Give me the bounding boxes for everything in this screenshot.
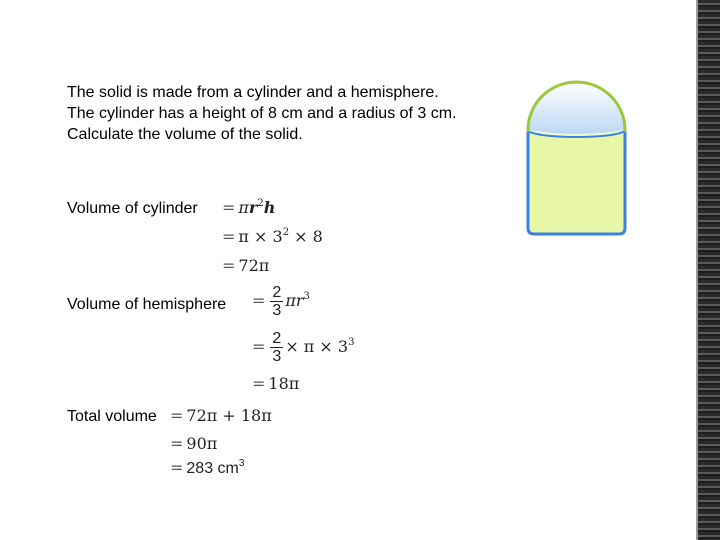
problem-statement	[67, 82, 457, 145]
cylinder-step2-tail: × 8	[289, 227, 323, 246]
problem-line-3: Calculate the volume of the solid.	[67, 126, 303, 143]
fraction-numerator-2: 2	[272, 330, 282, 347]
cylinder-result: = 72π	[222, 256, 270, 275]
total-step1: 72π + 18π	[186, 406, 272, 425]
hemisphere-fraction-2	[270, 330, 283, 365]
hemisphere-result: = 18π	[252, 374, 300, 393]
total-result: = 283 $cm^3$	[170, 458, 245, 477]
fraction-numerator: 2	[272, 284, 282, 301]
solid-diagram	[522, 80, 634, 242]
cylinder-formula: = $\pi r^2h$	[222, 198, 276, 217]
total-simplified: = 90π	[170, 434, 218, 453]
cylinder-volume-label: Volume of cylinder	[67, 200, 198, 217]
hemisphere-substitution: = $\frac{2}{3}$ × $\pi \times 3^3$	[252, 330, 355, 365]
problem-line-1: The solid is made from a cylinder and a hemisphere.	[67, 84, 439, 101]
hemisphere-step2-mid: × π × 3	[285, 337, 349, 356]
total-step2: 90π	[186, 434, 218, 453]
cylinder-step2-text: π × 3	[238, 227, 283, 246]
cylinder-step2-exp: 2	[282, 227, 290, 238]
problem-line-2: The cylinder has a height of 8 cm and a radius of 3 cm.	[67, 105, 457, 122]
total-sum: = 72π + 18π	[170, 406, 272, 425]
cylinder-step3: 72π	[238, 256, 270, 275]
hemisphere-shape	[528, 82, 625, 134]
total-step3-val: 283 cm	[186, 460, 239, 477]
hemisphere-volume-label: Volume of hemisphere	[67, 296, 227, 313]
hemisphere-step2-exp: 3	[348, 337, 355, 348]
total-step3-exp: 3	[238, 458, 245, 469]
hemisphere-step3: 18π	[268, 374, 300, 393]
fraction-denominator: 3	[272, 302, 282, 319]
page-edge-texture	[698, 0, 720, 540]
hemisphere-formula: = $\frac{2}{3}$ $\pi r^3$	[252, 284, 310, 319]
cylinder-substitution: = $\pi \times 3^2 \times 8$	[222, 227, 323, 246]
fraction-denominator-2: 3	[272, 348, 282, 365]
total-volume-label: Total volume	[67, 408, 157, 425]
hemisphere-fraction	[270, 284, 283, 319]
cylinder-shape	[528, 123, 625, 234]
